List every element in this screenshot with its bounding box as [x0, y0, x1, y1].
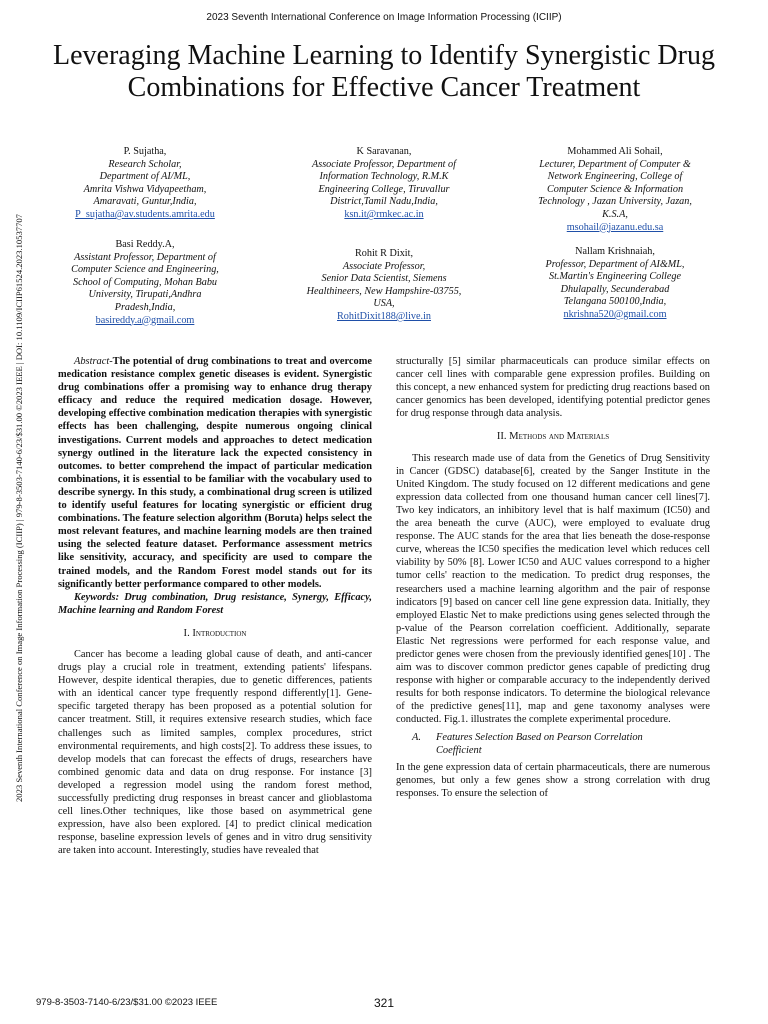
author-block	[510, 246, 720, 322]
author-affiliation-line: Amrita Vishwa Vidyapeetham,	[83, 183, 207, 195]
author-affiliation-line: Associate Professor,	[342, 260, 426, 272]
author-affiliation-line: Associate Professor, Department of	[312, 158, 456, 170]
author-email-link[interactable]: P_sujatha@av.students.amrita.edu	[75, 208, 215, 220]
paper-title: Leveraging Machine Learning to Identify Synergistic Drug Combinations for Effective Cancer Treatment	[53, 40, 715, 103]
side-banner-text: 2023 Seventh International Conference on Image Information Processing (ICIIP) | 979-8-3503-7140-6/23/$31.00 ©2023 IEEE | DOI: 10.1109/ICIIP61524.2023.10537707	[14, 214, 24, 802]
page-number: 321	[373, 996, 395, 1010]
author-block	[510, 146, 720, 234]
footer-copyright: 979-8-3503-7140-6/23/$31.00 ©2023 IEEE	[36, 997, 218, 1008]
author-affiliation-line: Department of AI/ML,	[99, 171, 191, 183]
author-name: Rohit R Dixit,	[354, 248, 414, 259]
author-name: Mohammed Ali Sohail,	[567, 146, 663, 157]
author-affiliation-line: Professor, Department of AI&ML,	[545, 258, 685, 270]
author-email-link[interactable]: RohitDixit188@live.in	[337, 310, 431, 322]
author-affiliation-line: Lecturer, Department of Computer &	[539, 158, 691, 170]
author-email-link[interactable]: nkrishna520@gmail.com	[563, 308, 667, 320]
author-affiliation-line: Engineering College, Tiruvallur	[318, 183, 450, 195]
subsection-title: Features Selection Based on Pearson Correlation	[436, 731, 643, 743]
author-block	[279, 248, 489, 324]
conference-header: 2023 Seventh International Conference on Image Information Processing (ICIIP)	[206, 12, 562, 23]
subsection-heading	[396, 731, 710, 757]
author-name: Nallam Krishnaiah,	[575, 246, 655, 257]
author-affiliation-line: USA,	[373, 298, 395, 310]
keywords	[58, 591, 372, 617]
section-heading-introduction: I. Introduction	[183, 627, 247, 639]
author-affiliation-line: Computer Science & Information	[546, 183, 684, 195]
abstract-label: Abstract-	[74, 356, 113, 367]
side-banner	[14, 178, 24, 838]
author-name: K Saravanan,	[356, 146, 412, 157]
right-column	[396, 355, 710, 800]
continuation-paragraph: structurally [5] similar pharmaceuticals can produce similar effects on cancer cell lines with comparable gene expression profiles. Building on this concept, a new enhanced system for predicting drug reactions based on cancer genomics has been developed, identifying potential predictor genes for drug response through data analysis.	[396, 356, 710, 420]
abstract-paragraph	[58, 355, 372, 591]
author-affiliation-line: Senior Data Scientist, Siemens	[321, 273, 447, 285]
author-affiliation-line: School of Computing, Mohan Babu	[72, 276, 218, 288]
author-name: Basi Reddy.A,	[115, 239, 175, 250]
author-affiliation-line: Information Technology, R.M.K	[319, 171, 449, 183]
abstract-text: The potential of drug combinations to treat and overcome medication resistance complex genetic diseases is evident. Synergistic drug combinations offer a promising way to enhance drug therapy efficacy and reduce the required medication dosage. However, developing effective combination medication therapies with synergistic effects has been challenging, despite numerous ongoing clinical investigations. Current models and approaches to detect medication synergy outlined in the literature lack the expected consistency in outcomes. to better comprehend the impact of particular medication combinations, it is essential to be familiar with the vocabulary used to describe synergy. In this study, a combinational drug screen is utilized to identify useful features for locating synergistic or efficient drug combinations. The feature selection algorithm (Boruta) helps select the most relevant features, and machine learning models are then trained using the selected feature dataset. Performance assessment metrics like sensitivity, accuracy, and specificity are used to compare the trained models, and the Random Forest model stands out for its significantly better performance compared to other models.	[58, 356, 372, 590]
author-block	[40, 239, 250, 327]
author-affiliation-line: University, Tirupati,Andhra	[88, 289, 202, 301]
author-affiliation-line: Network Engineering, College of	[547, 171, 683, 183]
author-affiliation-line: District,Tamil Nadu,India,	[330, 196, 438, 208]
author-affiliation-line: Amaravati, Guntur,India,	[93, 196, 197, 208]
author-affiliation-line: Computer Science and Engineering,	[71, 264, 219, 276]
author-block	[40, 146, 250, 222]
subsection-paragraph: In the gene expression data of certain pharmaceuticals, there are numerous genomes, but only a few genes show a strong correlation with drug responses. To ensure the selection of	[396, 761, 710, 799]
author-affiliation-line: Healthineers, New Hampshire-03755,	[306, 285, 462, 297]
author-affiliation-line: Pradesh,India,	[114, 301, 176, 313]
author-block	[279, 146, 489, 222]
author-email-link[interactable]: ksn.it@rmkec.ac.in	[344, 208, 424, 220]
author-affiliation-line: Assistant Professor, Department of	[74, 251, 216, 263]
author-affiliation-line: St.Martin's Engineering College	[548, 271, 682, 283]
subsection-title-continued: Coefficient	[436, 744, 482, 756]
section-heading-methods: II. Methods and Materials	[496, 431, 610, 443]
author-affiliation-line: Telangana 500100,India,	[563, 296, 667, 308]
subsection-number: A.	[412, 731, 421, 743]
author-name: P. Sujatha,	[123, 146, 167, 157]
author-affiliation-line: Research Scholar,	[108, 158, 182, 170]
author-affiliation-line: Technology , Jazan University, Jazan,	[538, 196, 692, 208]
methods-paragraph: This research made use of data from the Genetics of Drug Sensitivity in Cancer (GDSC) database[6], created by the Sanger Institute in the United Kingdom. The study focused on 12 different medications and gene expression data collected from one thousand human cancer cell lines[7]. Two key indicators, an inhibitory level that is half maximum (IC50) and the area beneath the curve (AUC), were employed to evaluate drug response. The AUC stands for the area that lies beneath the dose-response curve, whereas the IC50 specifies the medication level which reduces cell viability by 50% [8]. Lower IC50 and AUC values correspond to a higher tumor cells' reaction to the medication. To predict drug responses, the researchers used a machine learning algorithm and the pair of response indicators [9] based on cancer cell line gene expression data. Initially, they employed Elastic Net to make predictions using genes selected through the p-value of the Pearson correlation coefficient. Additionally, separate Elastic Net regressions were performed for each response value, and predictor genes were chosen from the previously identified genes[10] . The aim was to discover common predictor genes capable of predicting drug response with higher or comparable accuracy to the independently derived results for both response indicators. To determine the biological relevance of the predictive genes[11], map and gene taxonomy analyses were conducted. Fig.1. illustrates the complete experimental procedure.	[396, 452, 710, 726]
introduction-paragraph: Cancer has become a leading global cause of death, and anti-cancer drugs play a crucial role in treatment, extending patients' lifespans. However, despite identical therapies, due to genetic differences, patients with an identical cancer type frequently respond differently[1]. Gene-specific targeted therapy has been proposed as a potential solution for cancer treatment. Still, it requires extensive research studies, which face challenges such as limited samples, complex procedures, strict environmental requirements, and high costs[2]. To address these issues, to develop models that can forecast the effects of drugs, researchers have combined genomic data and data on drug response. For instance [3] developed a regression model using the random forest method, successfully predicting drug responses in breast cancer and glioblastoma cell lines.Other techniques, like those based on asymmetrical gene expression, have also been explored. [4] to predict clinical medication response, baseline expression levels of genes and in vitro drug sensitivity are taken into account. Interestingly, studies have revealed that	[58, 648, 372, 857]
author-email-link[interactable]: msohail@jazanu.edu.sa	[566, 221, 664, 233]
author-affiliation-line: K.S.A,	[602, 208, 628, 220]
left-column	[58, 355, 372, 857]
author-email-link[interactable]: basireddy.a@gmail.com	[95, 314, 195, 326]
author-affiliation-line: Dhulapally, Secunderabad	[560, 283, 670, 295]
keywords-text: Keywords: Drug combination, Drug resistance, Synergy, Efficacy, Machine learning and Random Forest	[58, 591, 372, 616]
